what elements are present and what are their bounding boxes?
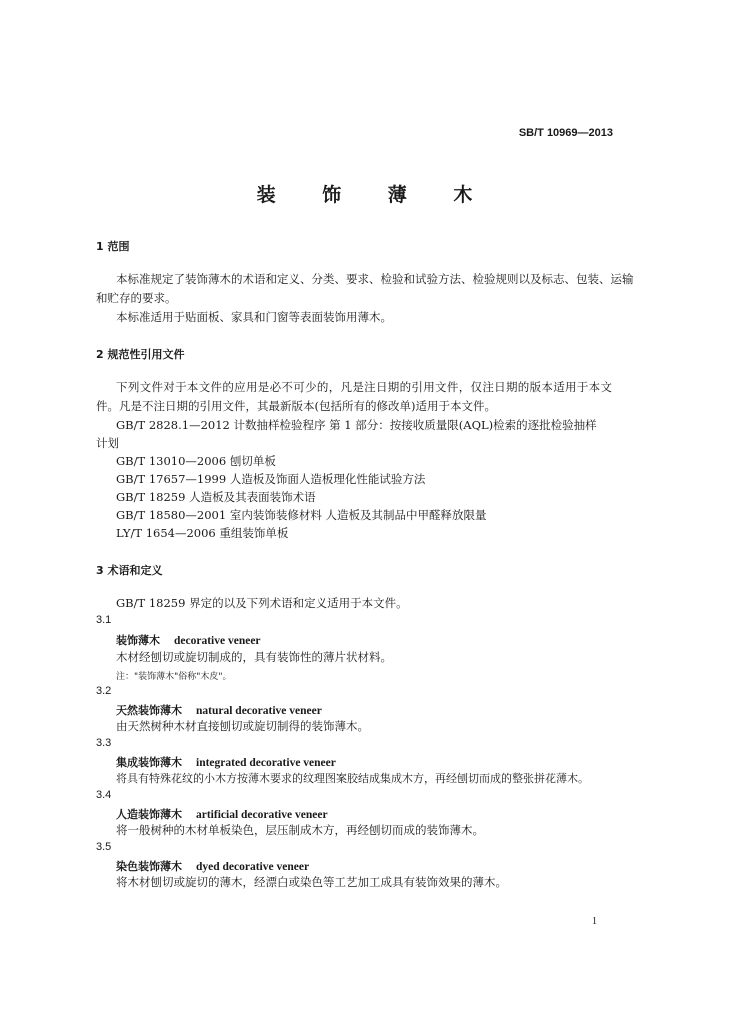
term-en: decorative veneer xyxy=(174,635,261,647)
section-3-heading: 3 术语和定义 xyxy=(96,564,163,577)
section-1-p1-line1: 本标准规定了装饰薄木的术语和定义、分类、要求、检验和试验方法、检验规则以及标志、包装、运输 xyxy=(116,272,634,286)
term-zh: 染色装饰薄木 xyxy=(116,860,182,873)
section-3-intro: GB/T 18259 界定的以及下列术语和定义适用于本文件。 xyxy=(116,596,408,610)
term-number: 3.3 xyxy=(96,737,112,749)
term-number: 3.4 xyxy=(96,789,112,801)
reference-item: LY/T 1654—2006 重组装饰单板 xyxy=(116,526,289,540)
term-number: 3.2 xyxy=(96,685,112,697)
section-1-p2: 本标准适用于贴面板、家具和门窗等表面装饰用薄木。 xyxy=(116,310,392,324)
term-en: dyed decorative veneer xyxy=(196,861,310,873)
term-zh: 天然装饰薄木 xyxy=(116,704,182,717)
reference-item: GB/T 2828.1—2012 计数抽样检验程序 第 1 部分：按接收质量限(AQL)检索的逐批检验抽样 xyxy=(116,418,597,432)
reference-item: GB/T 18580—2001 室内装饰装修材料 人造板及其制品中甲醛释放限量 xyxy=(116,508,487,522)
section-2-p1-line1: 下列文件对于本文件的应用是必不可少的，凡是注日期的引用文件，仅注日期的版本适用于本文 xyxy=(116,380,612,394)
section-1-heading: 1 范围 xyxy=(96,240,130,253)
term-zh: 装饰薄木 xyxy=(116,634,160,647)
reference-item: GB/T 13010—2006 刨切单板 xyxy=(116,454,276,468)
section-2-heading: 2 规范性引用文件 xyxy=(96,348,185,361)
term-note: 注："装饰薄木"俗称"木皮"。 xyxy=(116,672,232,682)
document-title: 装 饰 薄 木 xyxy=(256,184,493,206)
reference-item-continuation: 计划 xyxy=(96,436,119,450)
term-definition: 木材经刨切或旋切制成的，具有装饰性的薄片状材料。 xyxy=(116,650,392,664)
term-heading xyxy=(116,632,261,648)
term-en: integrated decorative veneer xyxy=(196,757,336,769)
term-number: 3.1 xyxy=(96,614,112,626)
term-definition: 将一般树种的木材单板染色，层压制成木方，再经刨切而成的装饰薄木。 xyxy=(116,823,484,837)
reference-item: GB/T 18259 人造板及其表面装饰术语 xyxy=(116,490,316,504)
term-en: artificial decorative veneer xyxy=(196,809,328,821)
reference-item: GB/T 17657—1999 人造板及饰面人造板理化性能试验方法 xyxy=(116,472,426,486)
term-heading xyxy=(116,858,309,874)
standard-code: SB/T 10969—2013 xyxy=(518,127,613,139)
term-definition: 将木材刨切或旋切的薄木，经漂白或染色等工艺加工成具有装饰效果的薄木。 xyxy=(116,875,507,889)
term-number: 3.5 xyxy=(96,841,112,853)
term-definition: 将具有特殊花纹的小木方按薄木要求的纹理图案胶结成集成木方，再经刨切而成的整张拼花薄木。 xyxy=(116,772,589,785)
term-definition: 由天然树种木材直接刨切或旋切制得的装饰薄木。 xyxy=(116,719,369,733)
term-heading xyxy=(116,702,322,718)
term-en: natural decorative veneer xyxy=(196,705,322,717)
term-zh: 集成装饰薄木 xyxy=(116,756,182,769)
section-2-p1-line2: 件。凡是不注日期的引用文件，其最新版本(包括所有的修改单)适用于本文件。 xyxy=(96,399,496,413)
term-zh: 人造装饰薄木 xyxy=(116,808,182,821)
page-number: 1 xyxy=(592,916,597,927)
term-heading xyxy=(116,754,336,770)
section-1-p1-line2: 和贮存的要求。 xyxy=(96,291,177,305)
term-heading xyxy=(116,806,328,822)
